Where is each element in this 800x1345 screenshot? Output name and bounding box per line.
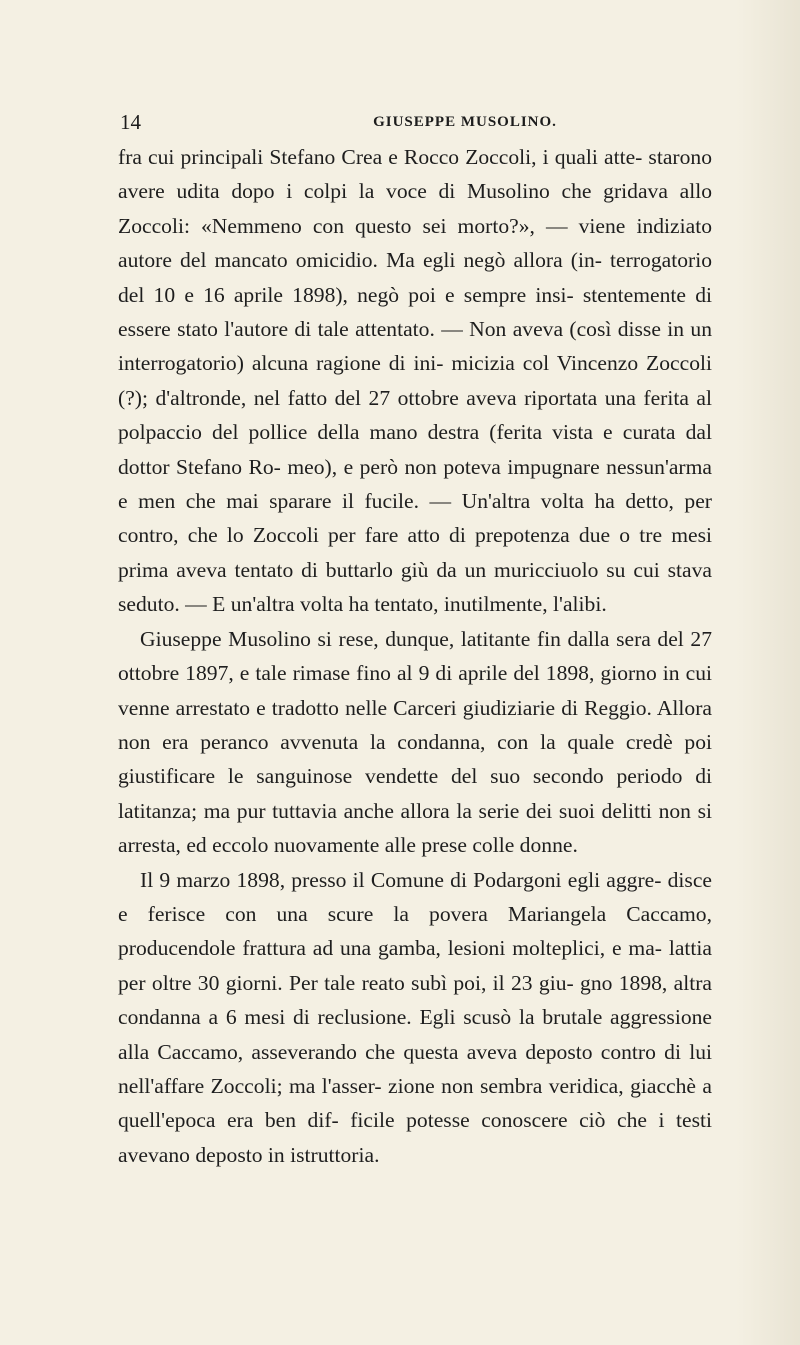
paragraph: fra cui principali Stefano Crea e Rocco Zoccoli, i quali atte- starono avere udita dopo i colpi la voce di Musolino che gridava allo Zoccoli: «Nemmeno con questo sei morto?», — viene indiziato autore del mancato omicidio. Ma egli negò allora (in- terrogatorio del 10 e 16 aprile 1898), negò poi e sempre insi- stentemente di essere stato l'autore di tale attentato. — Non aveva (così disse in un interrogatorio) alcuna ragione di ini- micizia col Vincenzo Zoccoli (?); d'altronde, nel fatto del 27 ottobre aveva riportata una ferita al polpaccio del pollice della mano destra (ferita vista e curata dal dottor Stefano Ro- meo), e però non poteva impugnare nessun'arma e men che mai sparare il fucile. — Un'altra volta ha detto, per contro, che lo Zoccoli per fare atto di prepotenza due o tre mesi prima aveva tentato di buttarlo giù da un muricciuolo su cui stava seduto. — E un'altra volta ha tentato, inutilmente, l'alibi. (118, 145, 712, 617)
page-number: 14 (120, 110, 141, 134)
paragraph: Giuseppe Musolino si rese, dunque, latitante fin dalla sera del 27 ottobre 1897, e tale rimase fino al 9 di aprile del 1898, giorno in cui venne arrestato e tradotto nelle Carceri giudiziarie di Reggio. Allora non era peranco avvenuta la condanna, con la quale credè poi giustificare le sanguinose vendette del suo secondo periodo di latitanza; ma pur tuttavia anche allora la serie dei suoi delitti non si arresta, ed eccolo nuovamente alle prese colle donne. (118, 626, 712, 858)
running-head (120, 108, 720, 136)
body-text (118, 140, 712, 1172)
paragraph: Il 9 marzo 1898, presso il Comune di Podargoni egli aggre- disce e ferisce con una scure la povera Mariangela Caccamo, producendole frattura ad una gamba, lesioni molteplici, e ma- lattia per oltre 30 giorni. Per tale reato subì poi, il 23 giu- gno 1898, altra condanna a 6 mesi di reclusione. Egli scusò la brutale aggressione alla Caccamo, asseverando che questa aveva deposto contro di lui nell'affare Zoccoli; ma l'asser- zione non sembra veridica, giacchè a quell'epoca era ben dif- ficile potesse conoscere ciò che i testi avevano deposto in istruttoria. (118, 867, 712, 1167)
running-title: GIUSEPPE MUSOLINO. (373, 114, 557, 130)
